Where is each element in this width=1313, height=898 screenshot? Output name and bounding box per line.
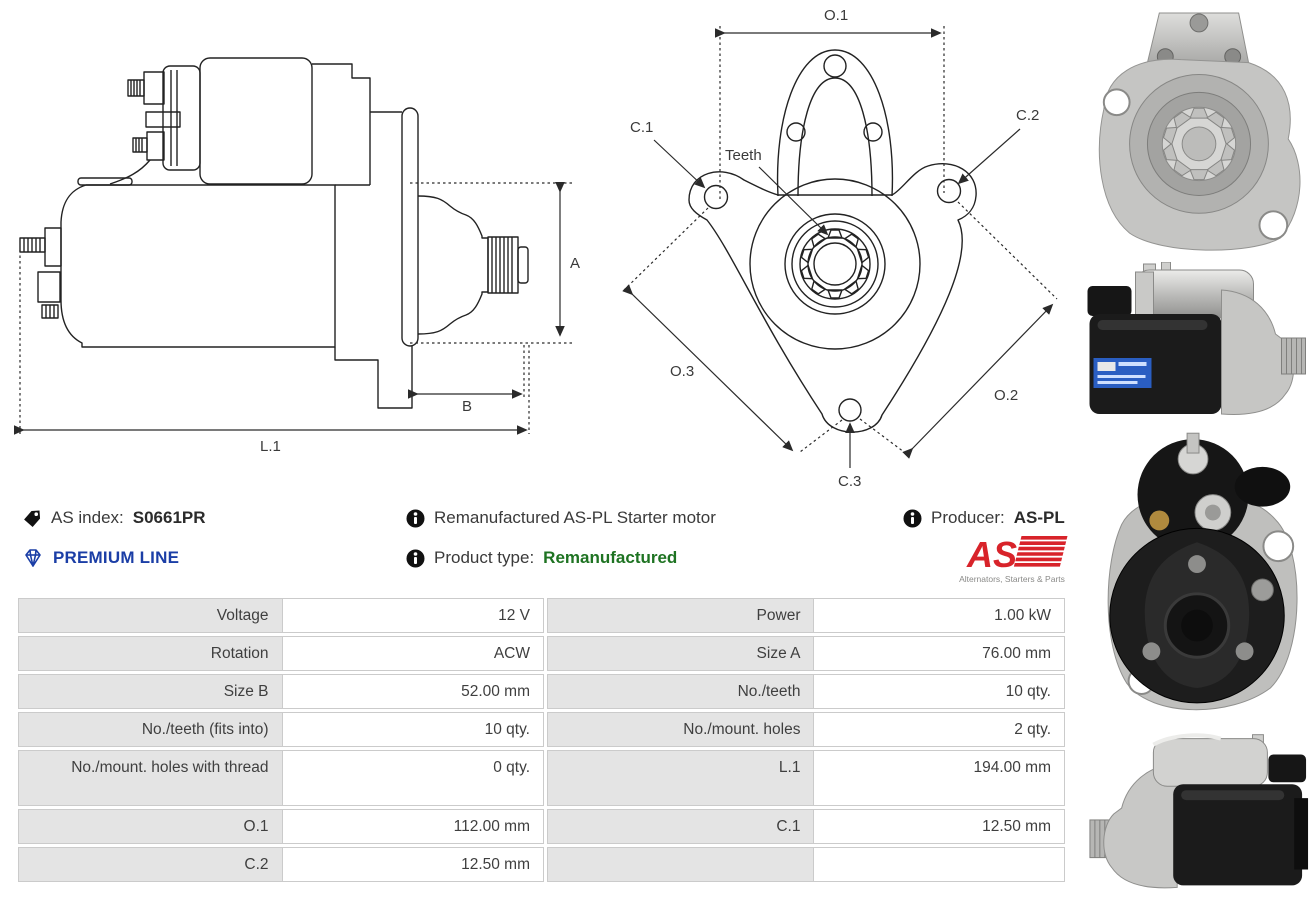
solenoid-cap <box>200 58 312 184</box>
dim-c1-label: C.1 <box>630 119 654 136</box>
producer-row <box>903 508 1065 528</box>
product-type-row <box>406 548 677 568</box>
spec-value: 0 qty. <box>282 750 545 806</box>
logo-tagline: Alternators, Starters & Parts <box>959 574 1065 584</box>
producer-value: AS-PL <box>1013 508 1065 527</box>
dim-c2-label: C.2 <box>1016 107 1040 124</box>
product-photo-side-view-2 <box>1082 728 1313 898</box>
spec-label: C.1 <box>547 809 814 844</box>
table-row <box>18 674 1065 709</box>
spec-value <box>813 847 1065 882</box>
table-row <box>18 809 1065 844</box>
info-icon <box>903 509 922 528</box>
terminal-wire <box>110 160 150 184</box>
premium-line-label: PREMIUM LINE <box>53 548 180 567</box>
spec-label: O.1 <box>18 809 283 844</box>
spec-label: Size A <box>547 636 814 671</box>
spec-value: ACW <box>282 636 545 671</box>
dim-o2-label: O.2 <box>994 387 1019 404</box>
mount-hole-c3 <box>839 399 861 421</box>
dim-c3-label: C.3 <box>838 473 862 490</box>
dim-l1-label: L.1 <box>260 438 281 455</box>
dim-b-label: B <box>462 398 473 415</box>
product-photo-front-view <box>1082 4 1313 258</box>
info-icon <box>406 549 425 568</box>
spec-label: L.1 <box>547 750 814 806</box>
spec-value: 52.00 mm <box>282 674 545 709</box>
as-index-row <box>22 508 206 528</box>
teeth-label: Teeth <box>725 147 762 164</box>
spec-label: No./teeth <box>547 674 814 709</box>
dim-a-label: A <box>570 255 581 272</box>
solenoid-front <box>163 66 200 170</box>
spec-label: Size B <box>18 674 283 709</box>
spec-label: Rotation <box>18 636 283 671</box>
product-photo-side-view <box>1082 262 1313 420</box>
spec-value: 10 qty. <box>282 712 545 747</box>
spec-label: No./teeth (fits into) <box>18 712 283 747</box>
spec-label: Voltage <box>18 598 283 633</box>
gear-teeth <box>801 230 870 298</box>
spec-value: 76.00 mm <box>813 636 1065 671</box>
spec-label: C.2 <box>18 847 283 882</box>
dim-o3-label: O.3 <box>670 363 695 380</box>
spec-value: 112.00 mm <box>282 809 545 844</box>
mount-flange-edge <box>402 108 418 346</box>
table-row <box>18 598 1065 633</box>
as-index-value: S0661PR <box>132 508 206 527</box>
tag-icon <box>22 508 42 528</box>
product-type-label: Product type: <box>434 548 535 567</box>
info-icon <box>406 509 425 528</box>
motor-body <box>61 185 335 347</box>
product-photo-rear-view <box>1082 424 1313 722</box>
producer-label: Producer: <box>931 508 1005 527</box>
drive-end-housing <box>418 196 488 334</box>
spec-value: 194.00 mm <box>813 750 1065 806</box>
spec-label: Power <box>547 598 814 633</box>
top-mount-hole <box>824 55 846 77</box>
table-row <box>18 636 1065 671</box>
spec-value: 12 V <box>282 598 545 633</box>
dim-o1-label: O.1 <box>824 7 849 24</box>
as-pl-logo <box>945 530 1080 588</box>
spec-table <box>18 598 1065 885</box>
table-row <box>18 712 1065 747</box>
side-view-drawing <box>0 0 586 460</box>
table-row <box>18 847 1065 882</box>
table-row <box>18 750 1065 806</box>
spec-value: 12.50 mm <box>813 809 1065 844</box>
spec-label <box>547 847 814 882</box>
product-type-value: Remanufactured <box>543 548 678 567</box>
diamond-icon <box>22 548 44 568</box>
spec-value: 1.00 kW <box>813 598 1065 633</box>
premium-line-badge <box>22 548 179 568</box>
mount-hole-c2 <box>938 180 961 203</box>
spec-value: 10 qty. <box>813 674 1065 709</box>
spec-label: No./mount. holes <box>547 712 814 747</box>
logo-text: AS <box>967 534 1018 575</box>
mount-hole-c1 <box>705 186 728 209</box>
spec-value: 2 qty. <box>813 712 1065 747</box>
product-description-row <box>406 508 716 528</box>
front-view-drawing <box>592 0 1084 495</box>
as-index-label: AS index: <box>51 508 124 527</box>
spec-label: No./mount. holes with thread <box>18 750 283 806</box>
product-description: Remanufactured AS-PL Starter motor <box>434 508 716 527</box>
spec-value: 12.50 mm <box>282 847 545 882</box>
